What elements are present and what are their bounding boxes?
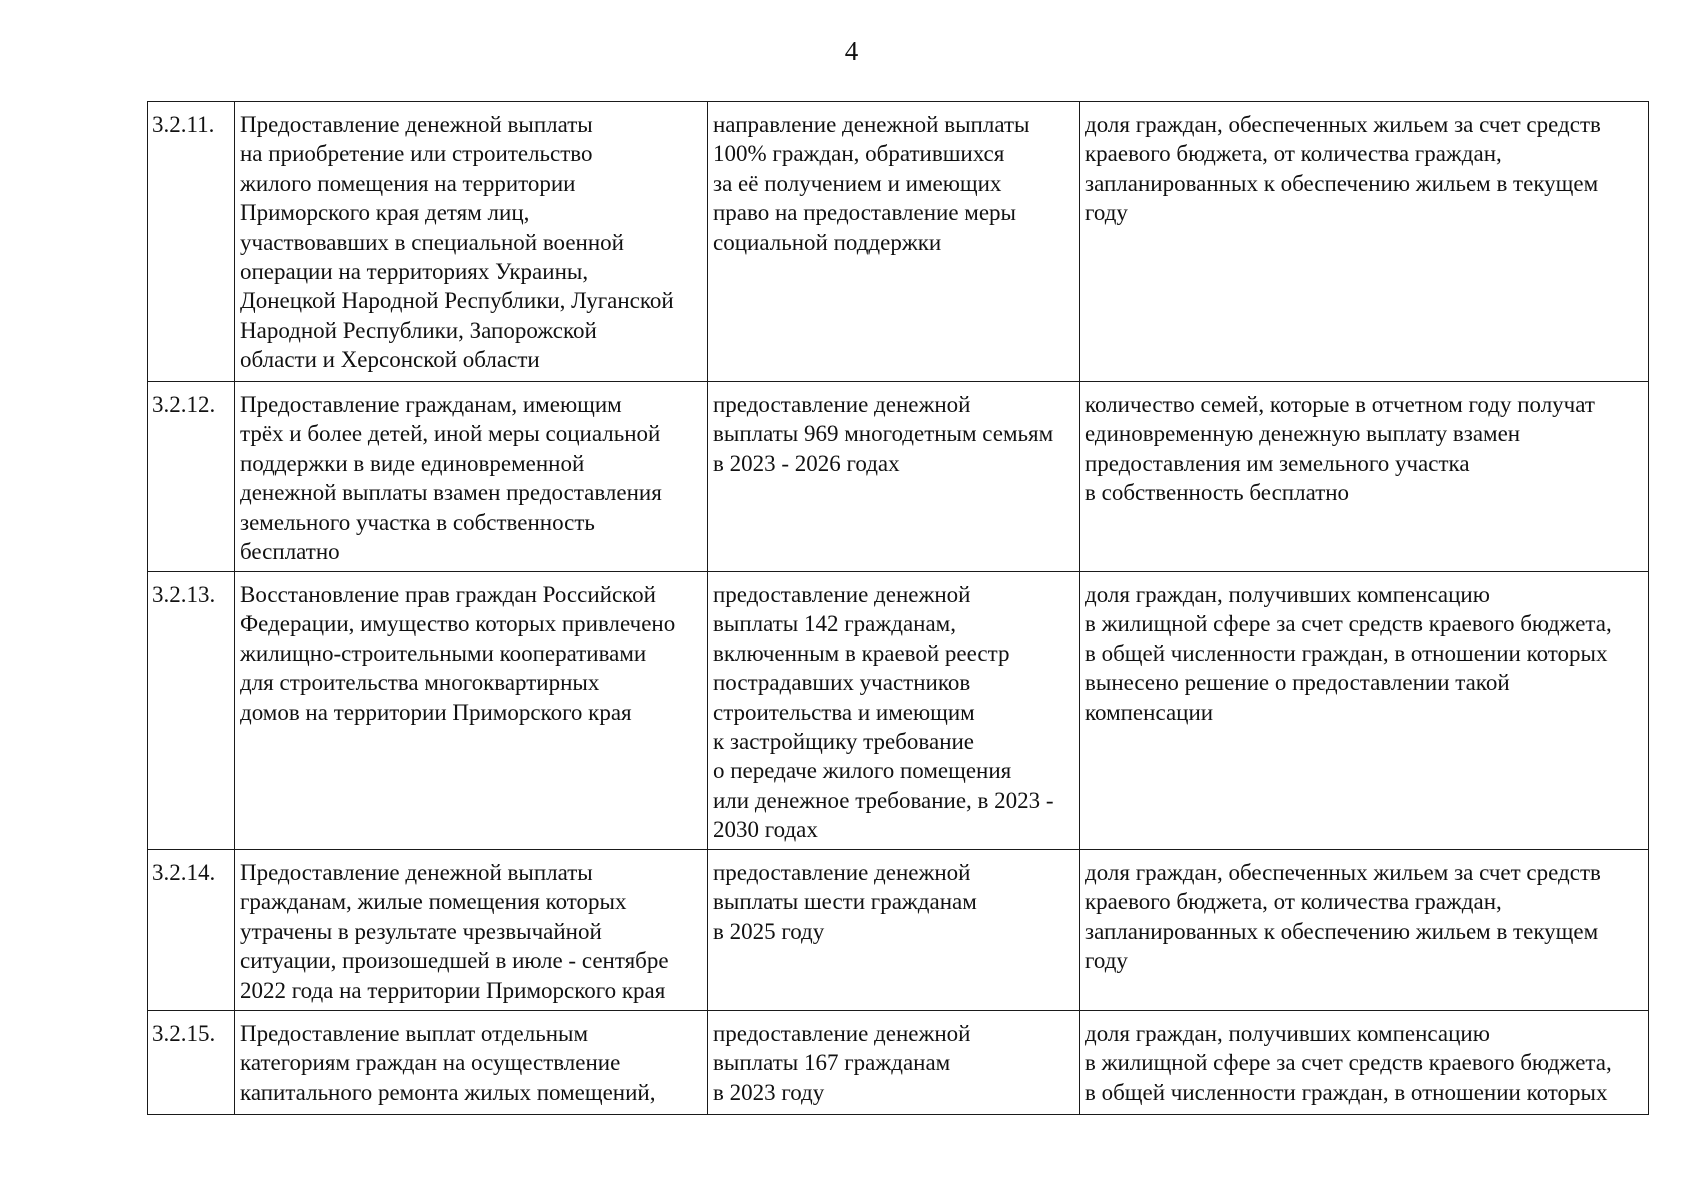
indicator-cell: количество семей, которые в отчетном году получат единовременную денежную выплату взамен предоставления им земельного участка в собственность бесплатно bbox=[1080, 382, 1649, 572]
expected-result-cell: направление денежной выплаты 100% граждан, обратившихся за её получением и имеющих право на предоставление меры социальной поддержки bbox=[708, 102, 1080, 382]
indicator-cell: доля граждан, получивших компенсацию в жилищной сфере за счет средств краевого бюджета, в общей численности граждан, в отношении которых вынесено решение о предоставлении такой компенсации bbox=[1080, 572, 1649, 850]
expected-result-cell: предоставление денежной выплаты 167 гражданам в 2023 году bbox=[708, 1011, 1080, 1115]
row-number-cell: 3.2.11. bbox=[148, 102, 235, 382]
measure-name-cell: Предоставление выплат отдельным категориям граждан на осуществление капитального ремонта жилых помещений, bbox=[235, 1011, 708, 1115]
indicator-cell: доля граждан, получивших компенсацию в жилищной сфере за счет средств краевого бюджета, в общей численности граждан, в отношении которых bbox=[1080, 1011, 1649, 1115]
row-number-cell: 3.2.14. bbox=[148, 850, 235, 1011]
row-number-cell: 3.2.13. bbox=[148, 572, 235, 850]
expected-result-cell: предоставление денежной выплаты 142 гражданам, включенным в краевой реестр пострадавших участников строительства и имеющим к застройщику требование о передаче жилого помещения или денежное требование, в 2023 - 2030 годах bbox=[708, 572, 1080, 850]
table-row bbox=[148, 850, 1649, 1011]
measures-table bbox=[147, 101, 1649, 1115]
table-row bbox=[148, 572, 1649, 850]
expected-result-cell: предоставление денежной выплаты шести гражданам в 2025 году bbox=[708, 850, 1080, 1011]
table-row bbox=[148, 382, 1649, 572]
measure-name-cell: Предоставление гражданам, имеющим трёх и более детей, иной меры социальной поддержки в виде единовременной денежной выплаты взамен предоставления земельного участка в собственность бесплатно bbox=[235, 382, 708, 572]
measure-name-cell: Восстановление прав граждан Российской Федерации, имущество которых привлечено жилищно-строительными кооперативами для строительства многоквартирных домов на территории Приморского края bbox=[235, 572, 708, 850]
table-row bbox=[148, 1011, 1649, 1115]
row-number-cell: 3.2.15. bbox=[148, 1011, 235, 1115]
table-row bbox=[148, 102, 1649, 382]
measure-name-cell: Предоставление денежной выплаты гражданам, жилые помещения которых утрачены в результате чрезвычайной ситуации, произошедшей в июле - сентябре 2022 года на территории Приморского края bbox=[235, 850, 708, 1011]
expected-result-cell: предоставление денежной выплаты 969 многодетным семьям в 2023 - 2026 годах bbox=[708, 382, 1080, 572]
measure-name-cell: Предоставление денежной выплаты на приобретение или строительство жилого помещения на территории Приморского края детям лиц, участвовавших в специальной военной операции на территориях Украины, Донецкой Народной Республики, Луганской Народной Республики, Запорожской области и Херсонской области bbox=[235, 102, 708, 382]
indicator-cell: доля граждан, обеспеченных жильем за счет средств краевого бюджета, от количества граждан, запланированных к обеспечению жильем в текущем году bbox=[1080, 850, 1649, 1011]
indicator-cell: доля граждан, обеспеченных жильем за счет средств краевого бюджета, от количества граждан, запланированных к обеспечению жильем в текущем году bbox=[1080, 102, 1649, 382]
row-number-cell: 3.2.12. bbox=[148, 382, 235, 572]
page-number: 4 bbox=[844, 36, 859, 66]
